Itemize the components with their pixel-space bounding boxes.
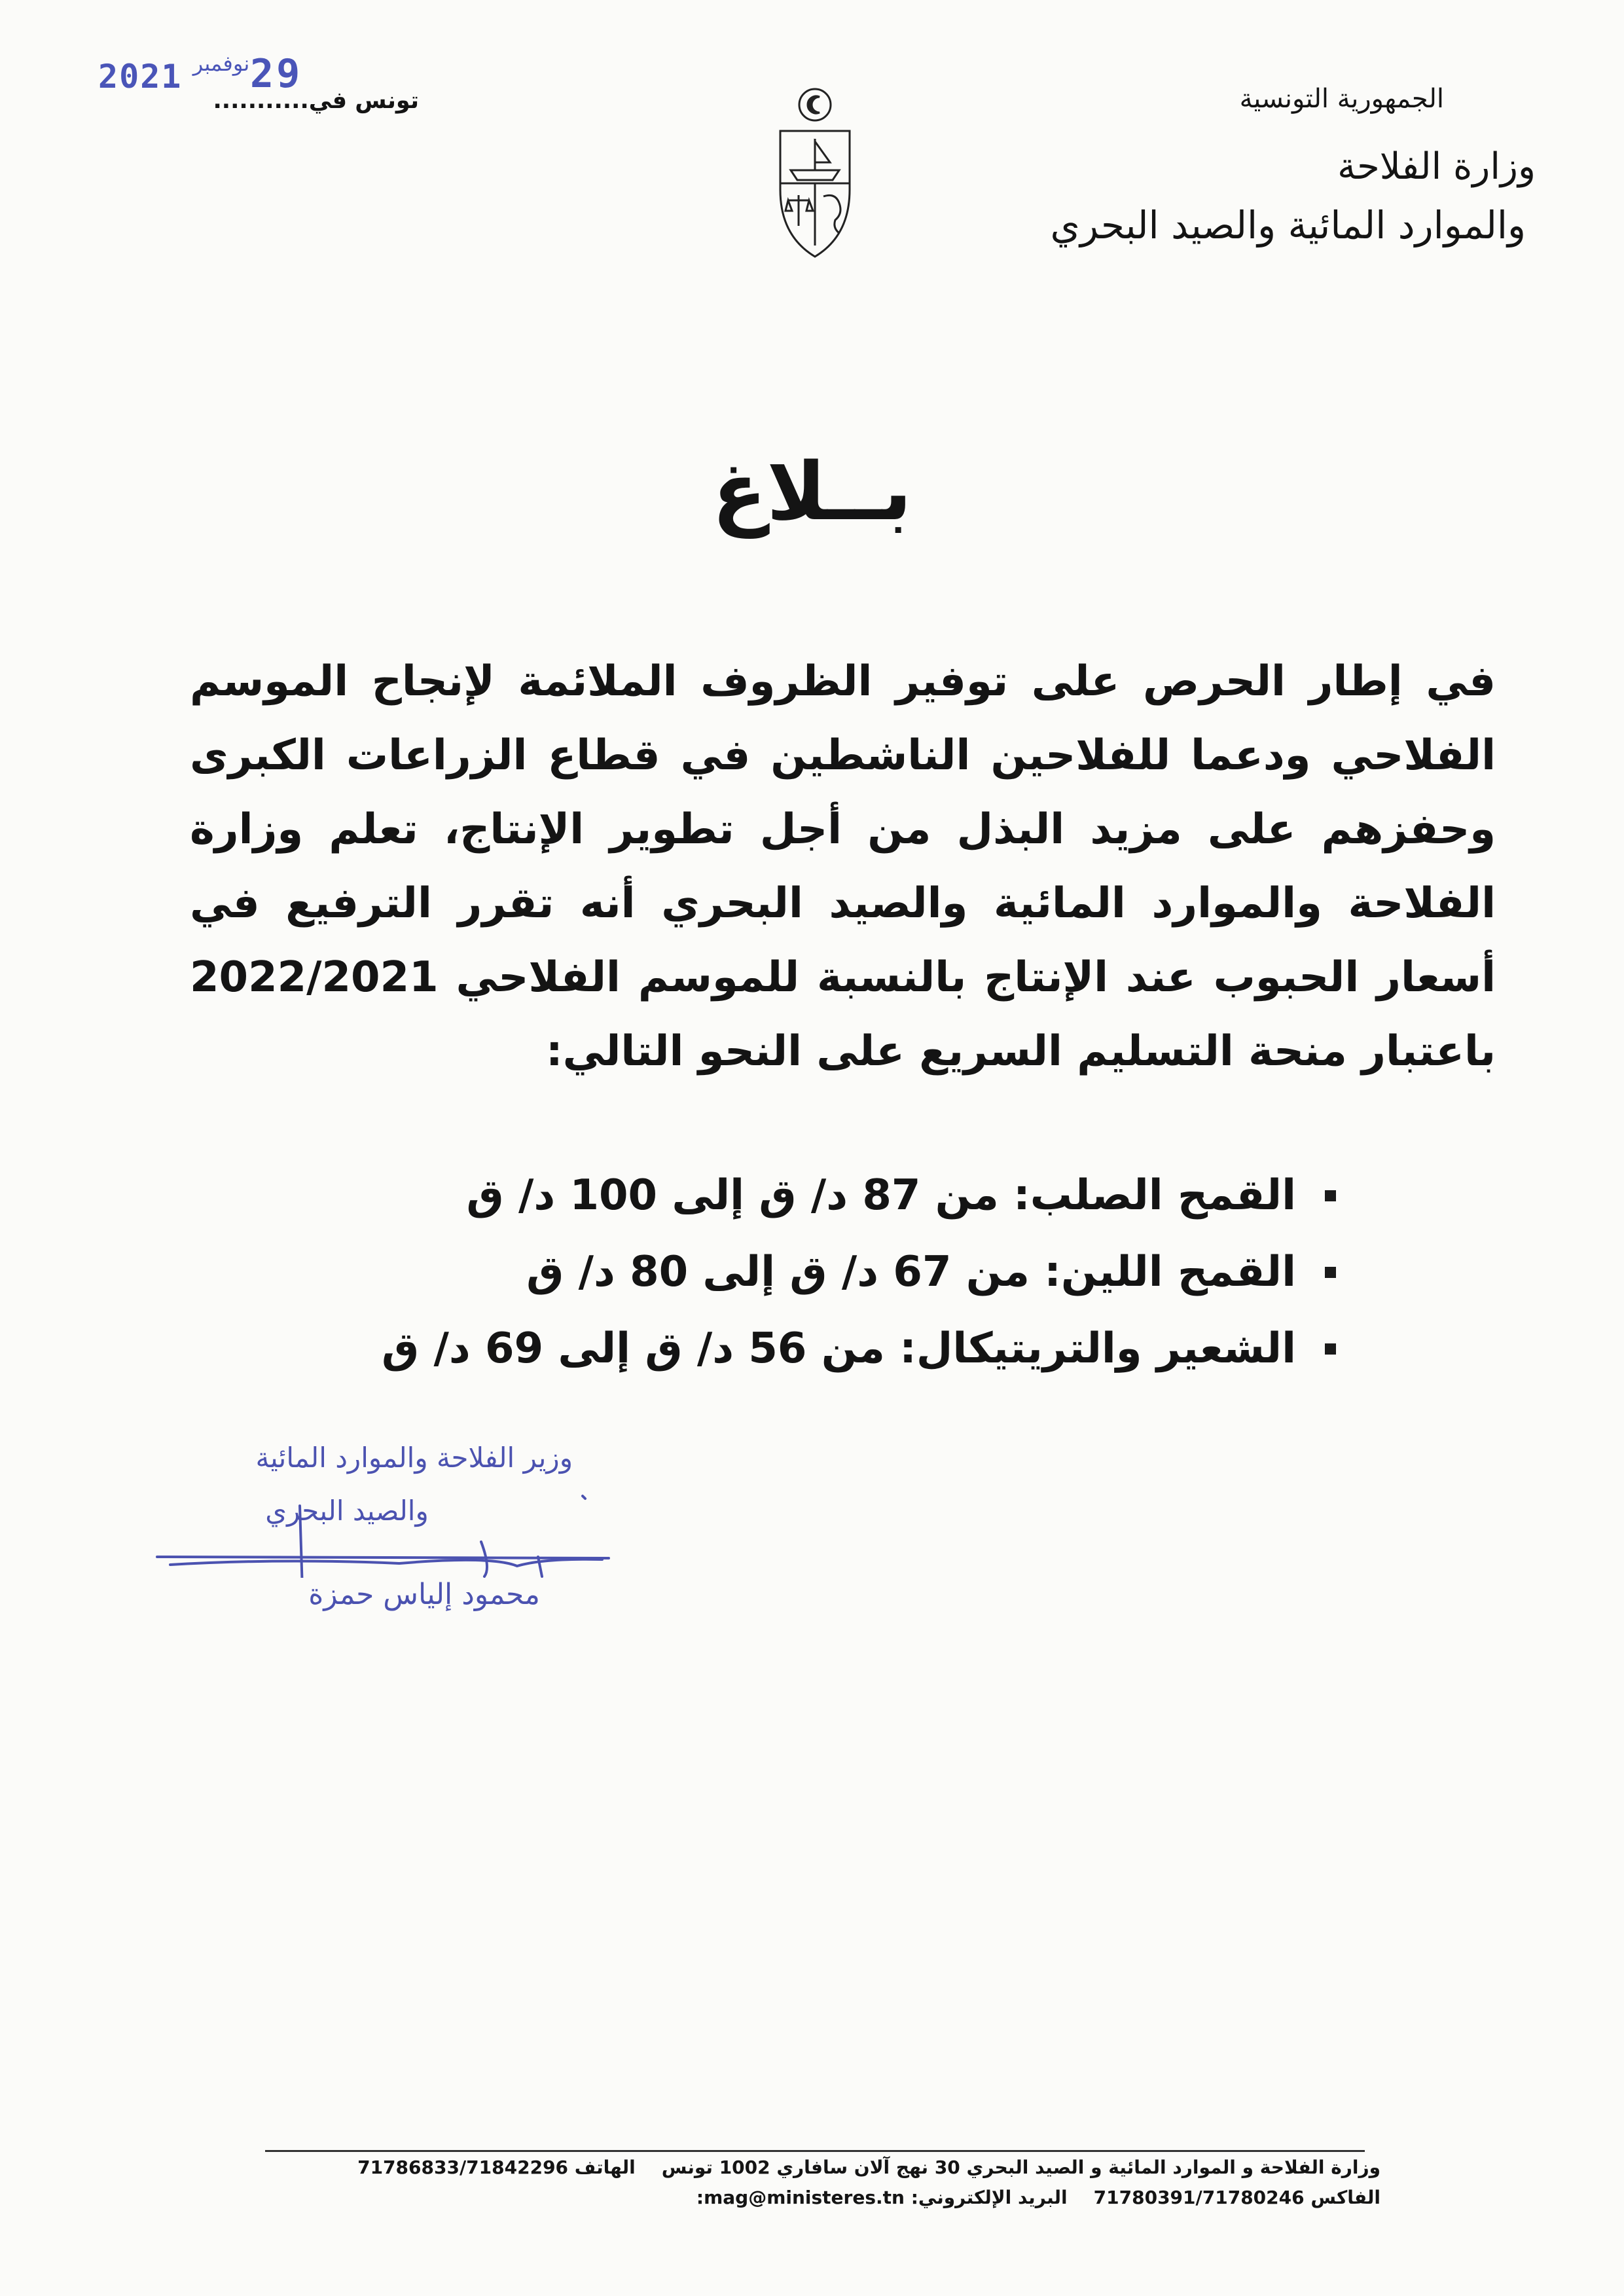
handwritten-signature <box>151 1460 622 1578</box>
stamp-year: 2021 <box>98 58 183 96</box>
footer-address-line <box>357 2157 1380 2178</box>
page-title: بــلاغ <box>712 445 912 538</box>
price-item-text: القمح اللين: من 67 د/ ق إلى 80 د/ ق <box>526 1248 1296 1296</box>
footer-phone-label: الهاتف <box>574 2157 636 2178</box>
price-list <box>382 1157 1336 1387</box>
coat-of-arms-icon <box>772 85 857 262</box>
footer-fax-label: الفاكس <box>1310 2187 1380 2208</box>
place-date-line: تونس في........... <box>213 88 419 114</box>
footer-email: mag@ministeres.tn: <box>696 2187 905 2208</box>
republic-header: الجمهورية التونسية <box>1239 84 1444 114</box>
signature-title-line1: وزير الفلاحة والموارد المائية <box>255 1442 573 1474</box>
price-item-durum-wheat <box>382 1157 1336 1234</box>
price-item-barley-triticale <box>382 1311 1336 1387</box>
square-bullet-icon <box>1325 1190 1336 1201</box>
footer-phone: 71786833/71842296 <box>357 2157 569 2178</box>
footer-address: وزارة الفلاحة و الموارد المائية و الصيد البحري 30 نهج آلان سافاري 1002 تونس <box>661 2157 1380 2178</box>
footer-email-label: البريد الإلكتروني: <box>911 2187 1068 2208</box>
price-item-soft-wheat <box>382 1234 1336 1311</box>
signature-title-line2: والصيد البحري <box>265 1495 429 1527</box>
square-bullet-icon <box>1325 1267 1336 1278</box>
price-item-text: الشعير والتريتيكال: من 56 د/ ق إلى 69 د/ ق <box>382 1324 1296 1373</box>
signatory-name: محمود إلياس حمزة <box>308 1578 540 1611</box>
footer-contact-line <box>696 2187 1380 2208</box>
ministry-header-line2: والموارد المائية والصيد البحري <box>1050 203 1526 247</box>
footer-divider <box>265 2150 1365 2152</box>
announcement-body: في إطار الحرص على توفير الظروف الملائمة لإنجاح الموسم الفلاحي ودعما للفلاحين الناشطين في قطاع الزراعات الكبرى وحفزهم على مزيد البذل من أجل تطوير الإنتاج، تعلم وزارة الفلاحة والموارد المائية والصيد البحري أنه تقرر الترفيع في أسعار الحبوب عند الإنتاج بالنسبة للموسم الفلاحي 2022/2021 باعتبار منحة التسليم السريع على النحو التالي: <box>190 657 1496 1076</box>
ministry-header-line1: وزارة الفلاحة <box>1337 145 1536 188</box>
square-bullet-icon <box>1325 1343 1336 1355</box>
stamp-month: نوفمبر <box>192 51 250 76</box>
stamp-day: 29 <box>250 51 303 97</box>
price-item-text: القمح الصلب: من 87 د/ ق إلى 100 د/ ق <box>466 1171 1296 1220</box>
footer-fax: 71780391/71780246 <box>1093 2187 1305 2208</box>
